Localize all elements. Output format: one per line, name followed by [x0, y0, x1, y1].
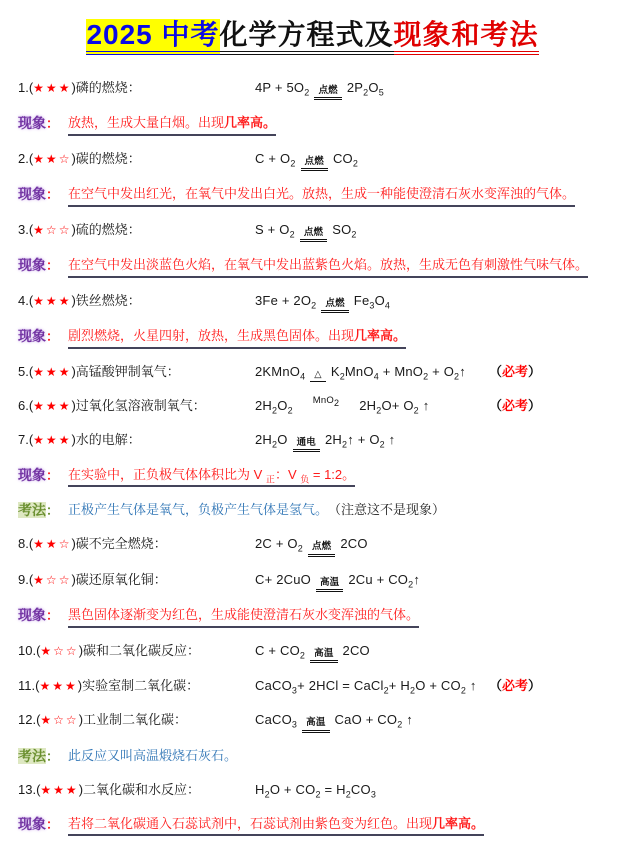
reaction-name: 实验室制二氧化碳： — [82, 678, 200, 694]
equation-item-row — [18, 362, 607, 383]
equation-item-row — [18, 710, 607, 732]
item-number-close: ) — [71, 79, 76, 95]
phenomenon-row — [18, 326, 607, 349]
phenomenon-label-text: 现象 — [18, 115, 46, 132]
phenomenon-label — [18, 814, 59, 835]
item-number-close: ) — [71, 150, 76, 166]
star-rating: ★☆☆ — [33, 572, 72, 587]
equation-item-row — [18, 396, 607, 417]
phenomenon-label — [18, 326, 59, 347]
reaction-condition: 点燃 — [308, 542, 335, 556]
exam-method-note: （注意这不是现象） — [328, 502, 446, 518]
subscript: 2 — [345, 789, 351, 800]
subscript: 2 — [397, 719, 403, 730]
star-rating: ★★☆ — [33, 151, 72, 166]
bold-emphasis: 几率高。 — [354, 328, 407, 344]
item-label — [18, 641, 255, 661]
star-rating: ★☆☆ — [33, 222, 72, 237]
equation-item-row — [18, 534, 607, 556]
exam-method-label-text: 考法 — [18, 747, 46, 764]
item-number: 13.( — [18, 781, 41, 797]
subscript: 2 — [333, 397, 340, 408]
chemical-equation: CaCO$_3$ 高温 CaO + $CO_2$ ↑ — [255, 710, 607, 732]
phenomenon-row — [18, 814, 607, 837]
reaction-name: 碳不完全燃烧： — [75, 536, 167, 552]
exam-method-text: 此反应又叫高温煅烧石灰石。 — [68, 747, 238, 763]
title-subject-part: 化学方程式及 — [220, 19, 394, 55]
item-number: 3.( — [18, 221, 34, 237]
reaction-condition: 高温 — [316, 578, 343, 592]
reaction-condition: △ — [310, 370, 326, 382]
exam-method-label — [18, 500, 59, 521]
title-year-part: 2025 中考 — [86, 19, 219, 55]
star-rating: ★☆☆ — [40, 713, 79, 728]
phenomenon-label-colon: ： — [46, 608, 60, 624]
equation-item-row — [18, 780, 607, 801]
subscript: 5 — [378, 87, 384, 98]
equation-item-row — [18, 430, 607, 452]
subscript: 2 — [413, 405, 419, 416]
reaction-name: 硫的燃烧： — [75, 221, 141, 237]
phenomenon-row — [18, 605, 607, 628]
phenomenon-label — [18, 255, 59, 276]
chemical-equation: $2H_2O_2MnO_2$ $2H_2O+ O_2$ ↑ — [255, 394, 430, 416]
equation-item-row — [18, 641, 607, 663]
item-label — [18, 78, 255, 98]
phenomenon-label-text: 现象 — [18, 186, 46, 203]
phenomenon-label-colon: ： — [46, 187, 60, 203]
reaction-condition: 高温 — [302, 718, 329, 732]
star-rating: ★★★ — [33, 432, 72, 447]
subscript: 2 — [311, 300, 317, 311]
phenomenon-row — [18, 113, 607, 136]
reaction-name: 过氧化氢溶液制氧气： — [75, 397, 206, 413]
star-rating: ★★★ — [33, 364, 72, 379]
star-rating: ★★★ — [33, 398, 72, 413]
phenomenon-label-colon: ： — [46, 258, 60, 274]
phenomenon-text: 黑色固体逐渐变为红色，生成能使澄清石灰水变浑浊的气体。 — [68, 605, 419, 628]
item-number-close: ) — [71, 397, 76, 413]
subscript: 3 — [370, 789, 377, 800]
star-rating: ★★☆ — [33, 537, 72, 552]
subscript: 2 — [304, 87, 310, 98]
subscript: 2 — [264, 789, 270, 800]
item-label — [18, 534, 255, 554]
chemical-equation: C+ 2CuO 高温 $2Cu + CO_2↑$ — [255, 570, 607, 592]
item-label — [18, 570, 255, 590]
equation-item-row — [18, 220, 607, 242]
star-rating: ★★★ — [39, 679, 78, 694]
item-number: 7.( — [18, 431, 34, 447]
phenomenon-label-text: 现象 — [18, 466, 46, 483]
item-number-close: ) — [77, 678, 83, 694]
must-test-text: 必考 — [502, 678, 529, 694]
subscript: 2 — [454, 371, 460, 382]
item-number-close: ) — [78, 781, 84, 797]
subscript: 2 — [290, 158, 296, 169]
subscript: 2 — [315, 789, 321, 800]
phenomenon-label-colon: ： — [46, 816, 60, 832]
page-title — [18, 16, 607, 54]
star-rating: ★☆☆ — [40, 643, 79, 658]
subscript: 2 — [423, 371, 429, 382]
chemical-equation: $3Fe + 2O_2$ 点燃 $Fe_3O_4$ — [255, 291, 607, 313]
reaction-name: 水的电解： — [75, 431, 141, 447]
item-label — [18, 291, 255, 311]
reaction-name: 二氧化碳和水反应： — [83, 781, 201, 797]
reaction-condition: 点燃 — [300, 228, 327, 242]
reaction-name: 铁丝燃烧： — [75, 292, 141, 308]
chemical-equation: $H_2O + CO_2 = H_2CO_3$ — [255, 781, 377, 800]
reaction-name: 碳还原氧化铜： — [75, 571, 167, 587]
reaction-name: 高锰酸钾制氧气： — [75, 363, 180, 379]
item-label — [18, 676, 255, 696]
subscript: 2 — [299, 650, 306, 661]
item-number: 11.( — [18, 678, 40, 694]
chemical-equation: CaCO$_3$+ 2HCl = CaCl$_2$+ $H_2O + CO_2$ ↑ — [255, 678, 477, 696]
chemical-equation: $S + O_2$ 点燃 $SO_2$ — [255, 220, 607, 242]
item-label — [18, 149, 255, 169]
subscript: 3 — [291, 719, 298, 730]
reaction-condition: 高温 — [310, 649, 337, 663]
reaction-condition: MnO$_2$ — [312, 394, 340, 408]
phenomenon-text: 若将二氧化碳通入石蕊试剂中，石蕊试剂由紫色变为红色。出现几率高。 — [68, 814, 484, 837]
subscript: 4 — [373, 371, 379, 382]
item-label — [18, 220, 255, 240]
item-number: 5.( — [18, 363, 34, 379]
item-label — [18, 430, 255, 450]
subscript: 2 — [272, 439, 278, 450]
subscript: 2 — [352, 158, 359, 169]
phenomenon-text: 在空气中发出淡蓝色火焰，在氧气中发出蓝紫色火焰。放热，生成无色有刺激性气味气体。 — [68, 255, 588, 278]
subscript: 正 — [265, 474, 275, 485]
item-number: 1.( — [18, 79, 34, 95]
reaction-name: 碳和二氧化碳反应： — [83, 642, 201, 658]
bold-emphasis: 几率高。 — [224, 115, 277, 131]
subscript: 4 — [300, 371, 306, 382]
phenomenon-text: 在实验中，正负极气体体积比为 V $_正$：V $_负$ = 1:2。 — [68, 465, 355, 488]
subscript: 4 — [384, 300, 391, 311]
must-test-text: 必考 — [502, 397, 529, 413]
exam-note-row — [18, 500, 607, 521]
chemical-equation: $C + CO_2$ 高温 2CO — [255, 641, 607, 663]
subscript: 2 — [383, 685, 389, 696]
phenomenon-label-colon: ： — [46, 467, 60, 483]
reaction-condition: 点燃 — [301, 157, 328, 171]
exam-method-label — [18, 746, 59, 767]
exam-method-label-colon: ： — [46, 748, 60, 764]
item-number-close: ) — [71, 536, 76, 552]
phenomenon-text: 剧烈燃烧，火星四射，放热，生成黑色固体。出现几率高。 — [68, 326, 406, 349]
subscript: 2 — [379, 439, 385, 450]
subscript: 2 — [409, 685, 416, 696]
subscript: 2 — [351, 229, 357, 240]
phenomenon-label — [18, 113, 59, 134]
reaction-condition: 点燃 — [321, 299, 348, 313]
phenomenon-row — [18, 184, 607, 207]
must-test-text: 必考 — [502, 363, 529, 379]
content-rows — [18, 78, 607, 836]
phenomenon-label-colon: ： — [46, 329, 60, 345]
subscript: 2 — [297, 544, 303, 555]
phenomenon-label-text: 现象 — [18, 257, 46, 274]
subscript: 3 — [291, 685, 298, 696]
subscript: 2 — [408, 579, 414, 590]
equation-item-row — [18, 149, 607, 171]
reaction-condition: 点燃 — [314, 86, 341, 100]
phenomenon-label-text: 现象 — [18, 815, 46, 832]
item-number: 6.( — [18, 397, 34, 413]
exam-method-label-text: 考法 — [18, 502, 46, 519]
item-label — [18, 710, 255, 730]
subscript: 2 — [287, 405, 293, 416]
subscript: 3 — [369, 300, 375, 311]
exam-method-label-colon: ： — [46, 503, 60, 519]
phenomenon-text: 放热，生成大量白烟。出现几率高。 — [68, 113, 276, 136]
phenomenon-label — [18, 184, 59, 205]
equation-item-row — [18, 570, 607, 592]
chemical-equation: 2KMnO$_4$ △ $K_2MnO_4 + MnO_2$ + $O_2↑$ — [255, 363, 466, 382]
equation-item-row — [18, 676, 607, 697]
item-number: 10.( — [18, 642, 41, 658]
item-number-close: ) — [71, 363, 76, 379]
item-number: 2.( — [18, 150, 34, 166]
item-number: 8.( — [18, 536, 34, 552]
exam-note-row — [18, 746, 607, 767]
item-number-close: ) — [71, 571, 76, 587]
equation-item-row — [18, 78, 607, 100]
must-test-badge: （必考） — [489, 363, 542, 379]
subscript: 负 — [300, 474, 310, 485]
subscript: 2 — [376, 405, 382, 416]
item-number-close: ) — [71, 221, 76, 237]
subscript: 2 — [363, 87, 369, 98]
subscript: 2 — [339, 371, 345, 382]
subscript: 2 — [460, 685, 467, 696]
item-number: 4.( — [18, 292, 34, 308]
item-label — [18, 396, 255, 416]
reaction-condition: 通电 — [293, 438, 320, 452]
item-number-close: ) — [78, 642, 84, 658]
star-rating: ★★★ — [40, 782, 79, 797]
chemical-equation: $4P + 5O_2$ 点燃 $2P_2O_5$ — [255, 78, 607, 100]
bold-emphasis: 几率高。 — [432, 815, 485, 831]
phenomenon-text: 在空气中发出红光，在氧气中发出白光。放热，生成一种能使澄清石灰水变浑浊的气体。 — [68, 184, 575, 207]
phenomenon-label-text: 现象 — [18, 607, 46, 624]
chemical-equation: $C + O_2$ 点燃 $CO_2$ — [255, 149, 607, 171]
star-rating: ★★★ — [33, 293, 72, 308]
phenomenon-row — [18, 465, 607, 488]
item-label — [18, 780, 255, 800]
reaction-name: 工业制二氧化碳： — [83, 712, 188, 728]
subscript: 2 — [342, 439, 348, 450]
item-number-close: ) — [78, 712, 84, 728]
item-number-close: ) — [71, 292, 76, 308]
equation-item-row — [18, 291, 607, 313]
exam-method-text: 正极产生气体是氧气，负极产生气体是氢气。 — [68, 502, 329, 518]
chemical-equation: $2C + O_2$ 点燃 2CO — [255, 534, 607, 556]
subscript: 2 — [272, 405, 278, 416]
chemical-equation: $2H_2O$ 通电 $2H_2↑ + O_2$ ↑ — [255, 430, 607, 452]
must-test-badge: （必考） — [489, 397, 542, 413]
phenomenon-row — [18, 255, 607, 278]
subscript: 2 — [289, 229, 295, 240]
item-number: 9.( — [18, 571, 34, 587]
star-rating: ★★★ — [33, 80, 72, 95]
reaction-name: 磷的燃烧： — [75, 79, 141, 95]
phenomenon-label-text: 现象 — [18, 328, 46, 345]
item-number: 12.( — [18, 712, 41, 728]
must-test-badge: （必考） — [489, 678, 542, 694]
item-label — [18, 362, 255, 382]
title-topic-part: 现象和考法 — [394, 19, 539, 55]
phenomenon-label — [18, 605, 59, 626]
phenomenon-label-colon: ： — [46, 116, 60, 132]
reaction-name: 碳的燃烧： — [75, 150, 141, 166]
item-number-close: ) — [71, 431, 76, 447]
phenomenon-label — [18, 465, 59, 486]
